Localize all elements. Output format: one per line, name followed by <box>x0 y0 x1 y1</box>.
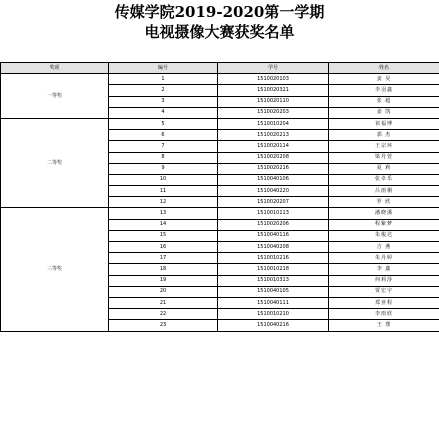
table-row <box>1 74 439 85</box>
number-cell: 18 <box>109 264 218 275</box>
name-cell: 夏 莉 <box>329 163 439 174</box>
name-cell: 潘晓溪 <box>329 208 439 219</box>
student-id-cell: 1510020216 <box>218 163 329 174</box>
number-cell: 9 <box>109 163 218 174</box>
name-cell: 朱丹婷 <box>329 253 439 264</box>
number-cell: 8 <box>109 152 218 163</box>
student-id-cell: 1510020206 <box>218 219 329 230</box>
name-cell: 吕雨桐 <box>329 186 439 197</box>
table-row <box>1 118 439 129</box>
name-cell: 张 超 <box>329 96 439 107</box>
column-header-student-id: 学号 <box>218 63 329 74</box>
name-cell: 姜 昊 <box>329 74 439 85</box>
name-cell: 朱俊达 <box>329 230 439 241</box>
name-cell: 李雨欣 <box>329 309 439 320</box>
table-body <box>1 74 439 331</box>
name-cell: 李 鑫 <box>329 264 439 275</box>
page-title: 传媒学院2019-2020第一学期 <box>114 3 325 21</box>
number-cell: 20 <box>109 286 218 297</box>
student-id-cell: 1510020103 <box>218 74 329 85</box>
award-cell: 一等奖 <box>1 74 109 119</box>
number-cell: 17 <box>109 253 218 264</box>
column-header-number: 编号 <box>109 63 218 74</box>
name-cell: 姜 凯 <box>329 107 439 118</box>
name-cell: 王 璞 <box>329 320 439 331</box>
name-cell: 王宗环 <box>329 141 439 152</box>
student-id-cell: 1510020207 <box>218 197 329 208</box>
column-header-name: 姓名 <box>329 63 439 74</box>
number-cell: 19 <box>109 275 218 286</box>
number-cell: 15 <box>109 230 218 241</box>
student-id-cell: 1510010113 <box>218 208 329 219</box>
name-cell: 祁福博 <box>329 118 439 129</box>
number-cell: 11 <box>109 186 218 197</box>
number-cell: 3 <box>109 96 218 107</box>
student-id-cell: 1510020321 <box>218 85 329 96</box>
student-id-cell: 1510020110 <box>218 96 329 107</box>
name-cell: 郭 杰 <box>329 130 439 141</box>
student-id-cell: 1510010216 <box>218 253 329 264</box>
number-cell: 4 <box>109 107 218 118</box>
table-header-row <box>1 63 439 74</box>
student-id-cell: 1510010204 <box>218 118 329 129</box>
column-header-award: 奖项 <box>1 63 109 74</box>
student-id-cell: 1510020213 <box>218 130 329 141</box>
name-cell: 郑亚程 <box>329 297 439 308</box>
number-cell: 16 <box>109 242 218 253</box>
student-id-cell: 1510020114 <box>218 141 329 152</box>
student-id-cell: 1510040116 <box>218 230 329 241</box>
award-cell: 三等奖 <box>1 208 109 331</box>
name-cell: 吉 燕 <box>329 242 439 253</box>
student-id-cell: 1510040106 <box>218 174 329 185</box>
award-table <box>0 62 439 332</box>
student-id-cell: 1510040208 <box>218 242 329 253</box>
student-id-cell: 1510010218 <box>218 264 329 275</box>
student-id-cell: 1510020208 <box>218 152 329 163</box>
number-cell: 10 <box>109 174 218 185</box>
student-id-cell: 1510010210 <box>218 309 329 320</box>
name-cell: 罗 欣 <box>329 197 439 208</box>
name-cell: 李羽鑫 <box>329 85 439 96</box>
number-cell: 5 <box>109 118 218 129</box>
page-subtitle: 电视摄像大赛获奖名单 <box>144 23 295 41</box>
number-cell: 12 <box>109 197 218 208</box>
award-cell: 二等奖 <box>1 118 109 208</box>
number-cell: 7 <box>109 141 218 152</box>
name-cell: 梁丹萱 <box>329 152 439 163</box>
name-cell: 程紫梦 <box>329 219 439 230</box>
number-cell: 23 <box>109 320 218 331</box>
number-cell: 13 <box>109 208 218 219</box>
table-row <box>1 208 439 219</box>
number-cell: 14 <box>109 219 218 230</box>
student-id-cell: 1510040105 <box>218 286 329 297</box>
student-id-cell: 1510040216 <box>218 320 329 331</box>
number-cell: 22 <box>109 309 218 320</box>
student-id-cell: 1510020203 <box>218 107 329 118</box>
name-cell: 何莉莎 <box>329 275 439 286</box>
number-cell: 2 <box>109 85 218 96</box>
number-cell: 1 <box>109 74 218 85</box>
table-header <box>1 63 439 74</box>
name-cell: 贾宏宇 <box>329 286 439 297</box>
student-id-cell: 1510040111 <box>218 297 329 308</box>
student-id-cell: 1510040220 <box>218 186 329 197</box>
name-cell: 张卓乐 <box>329 174 439 185</box>
number-cell: 6 <box>109 130 218 141</box>
number-cell: 21 <box>109 297 218 308</box>
student-id-cell: 1510010313 <box>218 275 329 286</box>
